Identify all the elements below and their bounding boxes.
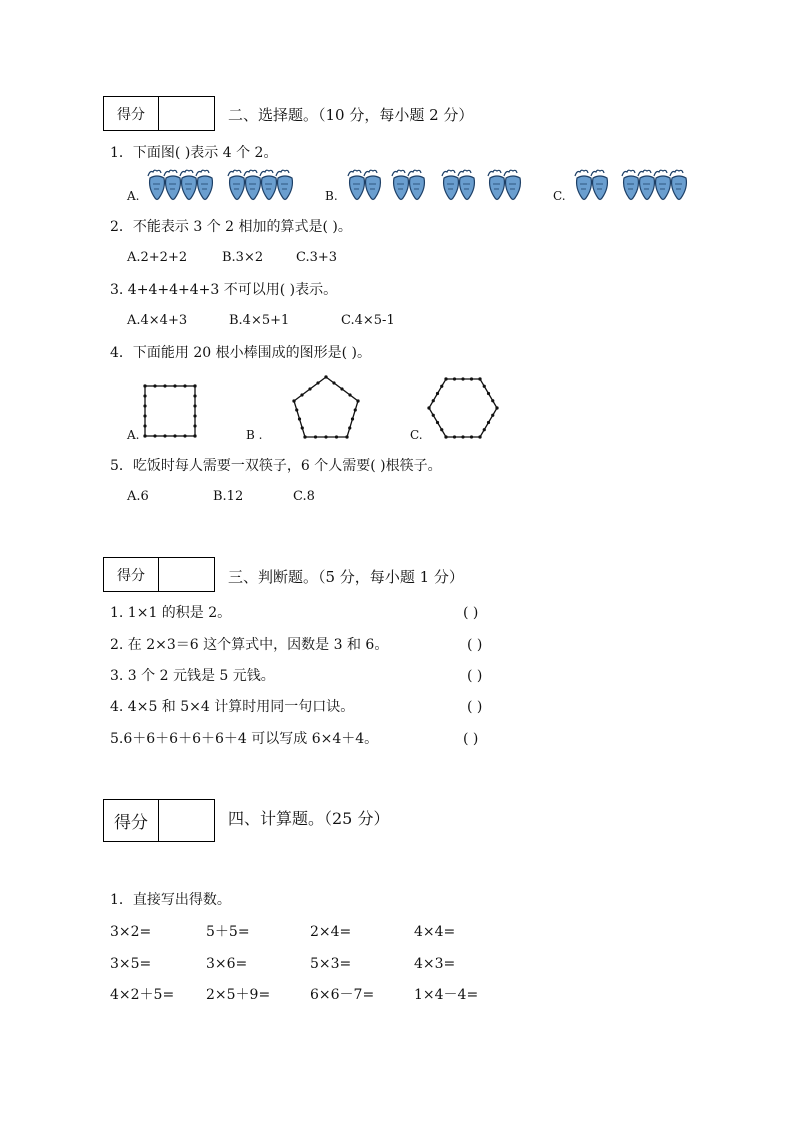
judge-answer-3[interactable]: ( ) <box>467 668 483 684</box>
q3-option-c: C.4×5-1 <box>341 313 395 328</box>
stick-joint-dot <box>432 414 435 417</box>
stick-joint-dot <box>292 399 295 402</box>
calc-item: 4×2＋5= <box>110 987 175 1003</box>
carrot-icon <box>392 170 408 199</box>
q4-option-b-label: B . <box>246 428 263 442</box>
stick-joint-dot <box>461 435 464 438</box>
carrot-pictures <box>0 168 793 208</box>
calc-q1-title: 1．直接写出得数。 <box>110 892 231 908</box>
stick-joint-dot <box>444 435 447 438</box>
carrot-icon <box>622 170 638 199</box>
judge-answer-1[interactable]: ( ) <box>463 605 479 621</box>
q4-option-a-label: A. <box>127 428 140 442</box>
q1-text: 1．下面图( )表示 4 个 2。 <box>110 145 278 161</box>
carrot-icon <box>164 170 180 199</box>
hexagon-figure <box>429 379 497 437</box>
stick-joint-dot <box>461 377 464 380</box>
stick-joint-dot <box>432 399 435 402</box>
stick-joint-dot <box>300 393 303 396</box>
carrot-icon <box>364 170 380 199</box>
calc-item: 3×2= <box>110 924 152 940</box>
q2-text: 2．不能表示 3 个 2 相加的算式是( )。 <box>110 219 352 235</box>
judge-item-2: 2. 在 2×3＝6 这个算式中，因数是 3 和 6。 <box>110 637 389 653</box>
square-figure <box>145 386 195 436</box>
stick-joint-dot <box>143 424 146 427</box>
calc-item: 2×5＋9= <box>206 987 271 1003</box>
stick-joint-dot <box>153 434 156 437</box>
stick-joint-dot <box>193 424 196 427</box>
stick-joint-dot <box>193 414 196 417</box>
stick-joint-dot <box>314 435 317 438</box>
stick-joint-dot <box>453 435 456 438</box>
q4-option-c-label: C. <box>410 428 423 442</box>
q1-option-a-label: A. <box>127 189 140 203</box>
carrot-icon <box>228 170 244 199</box>
stick-joint-dot <box>173 434 176 437</box>
judge-answer-5[interactable]: ( ) <box>463 731 479 747</box>
carrot-icon <box>654 170 670 199</box>
stick-joint-dot <box>163 384 166 387</box>
stick-joint-dot <box>143 404 146 407</box>
stick-joint-dot <box>193 384 196 387</box>
judge-answer-2[interactable]: ( ) <box>467 637 483 653</box>
q5-option-c: C.8 <box>293 489 315 504</box>
q3-text: 3. 4+4+4+4+3 不可以用( )表示。 <box>110 282 338 298</box>
q2-option-c: C.3+3 <box>296 250 338 265</box>
stick-joint-dot <box>351 417 354 420</box>
q2-option-b: B.3×2 <box>222 250 264 265</box>
stick-joint-dot <box>491 414 494 417</box>
stick-joint-dot <box>193 394 196 397</box>
score-box-section2 <box>103 96 215 131</box>
calc-item: 5＋5= <box>206 924 250 940</box>
q5-option-b: B.12 <box>213 489 244 504</box>
stick-joint-dot <box>143 394 146 397</box>
stick-joint-dot <box>295 408 298 411</box>
q2-option-a: A.2+2+2 <box>127 250 188 265</box>
judge-item-1: 1. 1×1 的积是 2。 <box>110 605 232 621</box>
carrot-icon <box>670 170 686 199</box>
carrot-icon <box>504 170 520 199</box>
stick-joint-dot <box>483 385 486 388</box>
stick-joint-dot <box>183 434 186 437</box>
stick-joint-dot <box>491 399 494 402</box>
stick-joint-dot <box>153 384 156 387</box>
stick-joint-dot <box>143 384 146 387</box>
carrot-icon <box>408 170 424 199</box>
judge-item-3: 3. 3 个 2 元钱是 5 元钱。 <box>110 668 275 684</box>
calc-item: 4×3= <box>414 956 456 972</box>
score-box-section4 <box>103 799 215 842</box>
stick-joint-dot <box>298 417 301 420</box>
calc-item: 5×3= <box>310 956 352 972</box>
stick-joint-dot <box>436 421 439 424</box>
section3-title: 三、判断题。（5 分，每小题 1 分） <box>228 568 464 586</box>
stick-joint-dot <box>487 392 490 395</box>
stick-joint-dot <box>440 428 443 431</box>
carrot-icon <box>276 170 292 199</box>
stick-joint-dot <box>470 377 473 380</box>
carrot-icon <box>196 170 212 199</box>
carrot-icon <box>244 170 260 199</box>
score-box-section3 <box>103 557 215 592</box>
score-label: 得分 <box>104 800 159 841</box>
stick-joint-dot <box>427 406 430 409</box>
carrot-icon <box>575 170 591 199</box>
stick-joint-dot <box>487 421 490 424</box>
stick-joint-dot <box>303 435 306 438</box>
section4-title: 四、计算题。（25 分） <box>228 809 390 828</box>
stick-joint-dot <box>436 392 439 395</box>
stick-joint-dot <box>193 434 196 437</box>
stick-joint-dot <box>495 406 498 409</box>
score-blank[interactable] <box>159 97 214 130</box>
carrot-icon <box>458 170 474 199</box>
q4-figures <box>0 370 793 450</box>
stick-joint-dot <box>193 404 196 407</box>
stick-joint-dot <box>354 408 357 411</box>
stick-joint-dot <box>348 393 351 396</box>
q3-option-b: B.4×5+1 <box>229 313 290 328</box>
calc-item: 6×6－7= <box>310 987 375 1003</box>
stick-joint-dot <box>183 384 186 387</box>
stick-joint-dot <box>324 375 327 378</box>
stick-joint-dot <box>356 399 359 402</box>
carrot-icon <box>591 170 607 199</box>
section2-title: 二、选择题。（10 分，每小题 2 分） <box>228 106 474 124</box>
stick-joint-dot <box>316 381 319 384</box>
stick-joint-dot <box>332 381 335 384</box>
score-blank[interactable] <box>159 558 214 591</box>
judge-answer-4[interactable]: ( ) <box>467 699 483 715</box>
calc-item: 1×4－4= <box>414 987 479 1003</box>
q3-option-a: A.4×4+3 <box>127 313 188 328</box>
stick-joint-dot <box>143 434 146 437</box>
stick-joint-dot <box>143 414 146 417</box>
stick-joint-dot <box>478 435 481 438</box>
stick-joint-dot <box>308 387 311 390</box>
carrot-icon <box>260 170 276 199</box>
stick-joint-dot <box>301 426 304 429</box>
q5-option-a: A.6 <box>127 489 149 504</box>
stick-joint-dot <box>173 384 176 387</box>
calc-item: 2×4= <box>310 924 352 940</box>
carrot-icon <box>180 170 196 199</box>
stick-joint-dot <box>483 428 486 431</box>
stick-joint-dot <box>453 377 456 380</box>
carrot-icon <box>442 170 458 199</box>
q1-option-b-label: B. <box>325 189 338 203</box>
stick-joint-dot <box>348 426 351 429</box>
q5-text: 5．吃饭时每人需要一双筷子，6 个人需要( )根筷子。 <box>110 458 442 474</box>
score-label: 得分 <box>104 97 159 130</box>
stick-joint-dot <box>478 377 481 380</box>
calc-item: 3×5= <box>110 956 152 972</box>
q4-text: 4．下面能用 20 根小棒围成的图形是( )。 <box>110 345 371 361</box>
stick-joint-dot <box>470 435 473 438</box>
score-label: 得分 <box>104 558 159 591</box>
judge-item-4: 4. 4×5 和 5×4 计算时用同一句口诀。 <box>110 699 355 715</box>
stick-joint-dot <box>340 387 343 390</box>
stick-joint-dot <box>163 434 166 437</box>
calc-item: 4×4= <box>414 924 456 940</box>
stick-joint-dot <box>444 377 447 380</box>
stick-joint-dot <box>324 435 327 438</box>
carrot-icon <box>638 170 654 199</box>
q1-option-c-label: C. <box>553 189 566 203</box>
carrot-icon <box>348 170 364 199</box>
stick-joint-dot <box>335 435 338 438</box>
judge-item-5: 5.6＋6＋6＋6＋6＋4 可以写成 6×4＋4。 <box>110 731 379 747</box>
calc-item: 3×6= <box>206 956 248 972</box>
carrot-icon <box>488 170 504 199</box>
score-blank[interactable] <box>159 800 214 841</box>
stick-joint-dot <box>440 385 443 388</box>
stick-joint-dot <box>345 435 348 438</box>
carrot-icon <box>148 170 164 199</box>
